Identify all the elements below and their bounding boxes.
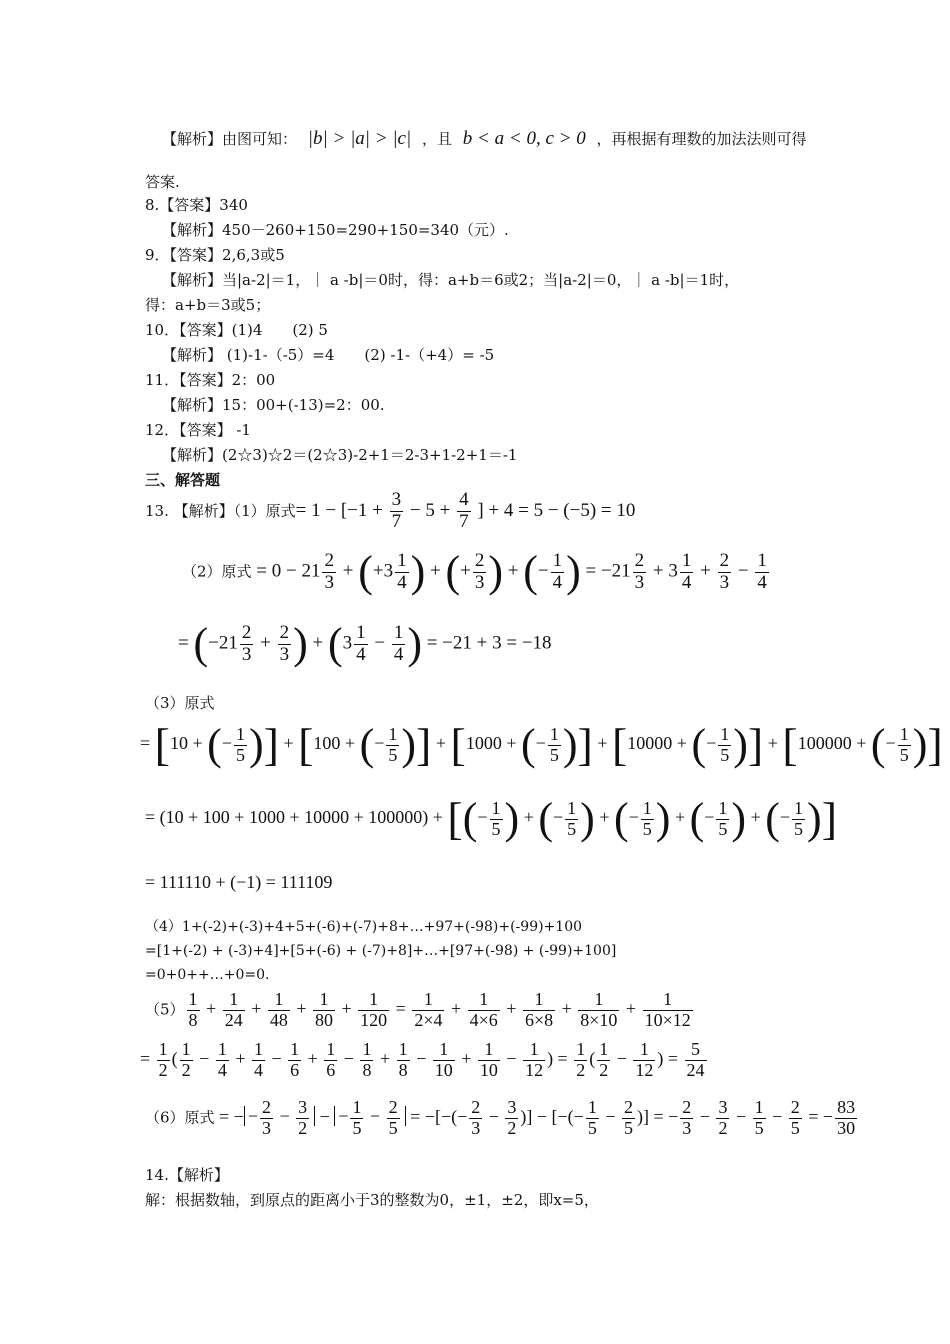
q13-part3-equation-line2: = (10 + 100 + 1000 + 10000 + 100000) + [(− $\frac{1}{5}$ ) + (− $\frac{1}{5}$ ) + (− $\frac{1}{5}$ ) + (− $\frac{1}{5}$ ) + (− $\frac{1}{5}$ )] <box>145 793 838 844</box>
analysis-top-math-2: b < a < 0, c > 0 <box>462 128 586 149</box>
analysis-top-continuation: 答案. <box>145 173 180 191</box>
q13-part5-equation-line1: （5） $\frac{1}{8}$ + $\frac{1}{24}$ + $\frac{1}{48}$ + $\frac{1}{80}$ + $\frac{1}{120}$ = $\frac{1}{2\times 4}$ + $\frac{1}{4\times 6}$ + $\frac{1}{6\times 8}$ + $\frac{1}{8\times 10}$ + $\frac{1}{10\times 12}$ <box>145 989 691 1030</box>
q12-solution: 【解析】(2☆3)☆2＝(2☆3)-2+1＝2-3+1-2+1＝-1 <box>162 446 518 464</box>
q13-part3-label: （3）原式 <box>145 694 215 712</box>
section-heading: 三、解答题 <box>145 471 221 489</box>
q13-part4-line2: =[1+(-2) + (-3)+4]+[5+(-6) + (-7)+8]+…+[97+(-98) + (-99)+100] <box>145 943 617 959</box>
q9-solution-line1: 【解析】当|a-2|＝1，｜ a -b|＝0时，得：a+b＝6或2；当|a-2|＝0，｜ a -b|＝1时， <box>162 271 740 289</box>
q13-part1-equation: 13. 【解析】（1）原式= 1 − [−1 + $\frac{3}{7}$ − 5 + $\frac{4}{7}$ ] + 4 = 5 − (−5) = 10 <box>145 489 636 532</box>
q10-answer: 10．【答案】(1)4 (2) 5 <box>145 321 328 339</box>
q13-part6-label: （6）原式 <box>145 1108 215 1127</box>
q13-part4-line3: =0+0++…+0=0. <box>145 967 270 983</box>
q13-part3-equation-line1: = [10 + (− $\frac{1}{5}$ )] + [100 + (− $\frac{1}{5}$ )] + [1000 + (− $\frac{1}{5}$ )] + [10000 + (− $\frac{1}{5}$ )] + [100000 + (− $\frac{1}{5}$ )] <box>140 719 943 770</box>
q9-answer: 9．【答案】2,6,3或5 <box>145 246 285 264</box>
q13-part2-label: （2）原式 <box>182 562 252 581</box>
q13-part6-equation: （6）原式 = − − $\frac{2}{3}$ − $\frac{3}{2}$ − − $\frac{1}{5}$ − $\frac{2}{5}$ = −[−(− $\frac{2}{3}$ − $\frac{3}{2}$ )] − [−(− $\frac{1}{5}$ − $\frac{2}{5}$ )] = − $\frac{2}{3}$ − $\frac{3}{2}$ − $\frac{1}{5}$ − $\frac{2}{5}$ = − $\frac{83}{30}$ <box>145 1097 856 1138</box>
q13-part4-line1: （4）1+(-2)+(-3)+4+5+(-6)+(-7)+8+…+97+(-98)+(-99)+100 <box>145 919 583 935</box>
q14-heading: 14.【解析】 <box>145 1166 229 1184</box>
analysis-top-line <box>162 124 807 154</box>
q13-part5-label: （5） <box>145 1000 185 1019</box>
q10-solution: 【解析】 (1)-1-（-5）=4 (2) -1-（+4）= -5 <box>162 346 495 364</box>
analysis-top-text-b: ，且 <box>422 130 453 148</box>
q11-solution: 【解析】15：00+(-13)=2：00. <box>162 396 385 414</box>
q14-solution: 解：根据数轴，到原点的距离小于3的整数为0，±1，±2，即x=5， <box>145 1191 599 1209</box>
q8-solution: 【解析】450－260+150=290+150=340（元）. <box>162 221 509 239</box>
q11-answer: 11．【答案】2：00 <box>145 371 276 389</box>
q13-part3-result: = 111110 + (−1) = 111109 <box>145 872 333 892</box>
analysis-top-math-1: |b| > |a| > |c| <box>307 128 412 149</box>
q13-part2-equation-line1: （2）原式 = 0 − 21 $\frac{2}{3}$ + (+3 $\frac{1}{4}$ ) + (+ $\frac{2}{3}$ ) + (− $\frac{1}{4}$ ) = −21 $\frac{2}{3}$ + 3 $\frac{1}{4}$ + $\frac{2}{3}$ − $\frac{1}{4}$ <box>182 547 767 596</box>
q13-part2-equation-line2: = (−21 $\frac{2}{3}$ + $\frac{2}{3}$ ) + (3 $\frac{1}{4}$ − $\frac{1}{4}$ ) = −21 + 3 = −18 <box>178 619 552 668</box>
q13-label: 13. 【解析】（1）原式 <box>145 501 296 520</box>
q8-answer: 8.【答案】340 <box>145 196 248 214</box>
analysis-top-text-c: ，再根据有理数的加法法则可得 <box>596 130 807 148</box>
analysis-top-text-a: 【解析】由图可知： <box>162 130 298 148</box>
q13-part5-equation-line2: = $\frac{1}{2}$ ( $\frac{1}{2}$ − $\frac{1}{4}$ + $\frac{1}{4}$ − $\frac{1}{6}$ + $\frac{1}{6}$ − $\frac{1}{8}$ + $\frac{1}{8}$ − $\frac{1}{10}$ + $\frac{1}{10}$ − $\frac{1}{12}$ ) = $\frac{1}{2}$ ( $\frac{1}{2}$ − $\frac{1}{12}$ ) = $\frac{5}{24}$ <box>140 1039 705 1080</box>
q12-answer: 12．【答案】 -1 <box>145 421 251 439</box>
q9-solution-line2: 得：a+b＝3或5； <box>145 296 271 314</box>
